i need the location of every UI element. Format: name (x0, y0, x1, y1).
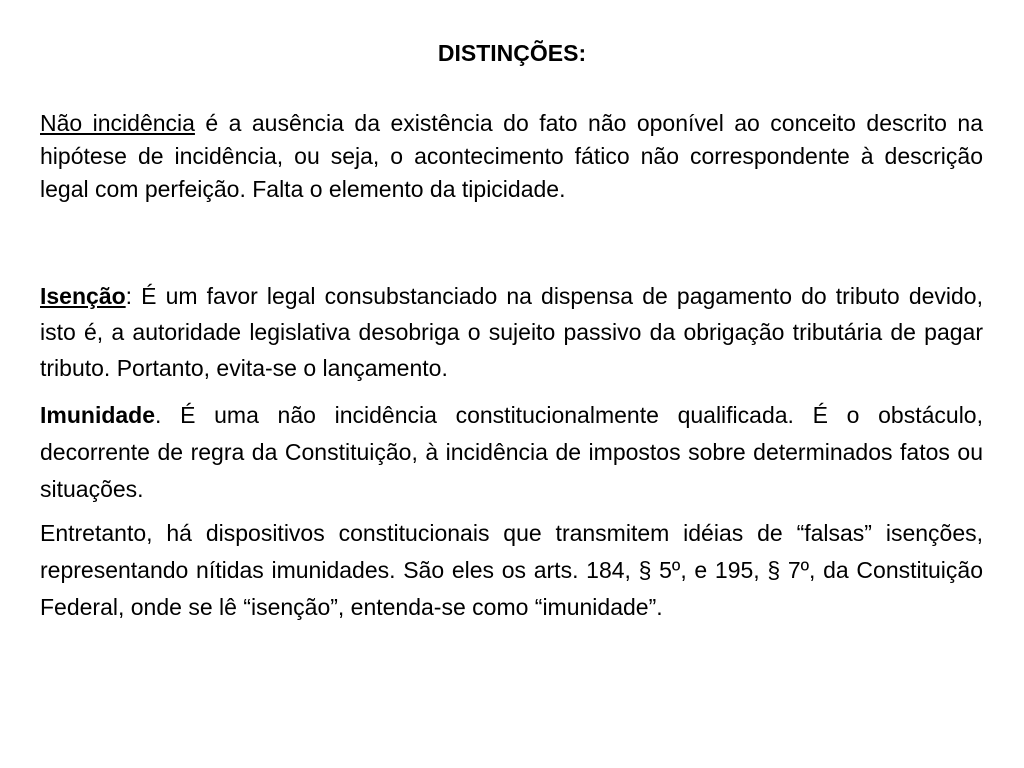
definition-isencao: : É um favor legal consubstanciado na dispensa de pagamento do tributo devido, isto é, a autoridade legislativa desobriga o sujeito passivo da obrigação tributária de pagar tributo. Portanto, evita-se o lançamento. (40, 283, 983, 381)
definition-nao-incidencia: é a ausência da existência do fato não oponível ao conceito descrito na hipótese de incidência, ou seja, o acontecimento fático não correspondente à descrição legal com perfeição. Falta o elemento da tipicidade. (40, 110, 983, 202)
slide-title: DISTINÇÕES: (437, 40, 587, 66)
definition-imunidade: . É uma não incidência constitucionalmente qualificada. É o obstáculo, decorrente de regra da Constituição, à incidência de impostos sobre determinados fatos ou situações. (40, 402, 983, 502)
paragraph-isencao (40, 278, 983, 386)
term-imunidade: Imunidade (40, 402, 156, 428)
term-nao-incidencia: Não incidência (40, 110, 195, 136)
term-isencao: Isenção (40, 283, 126, 309)
paragraph-imunidade (40, 397, 983, 508)
paragraph-entretanto: Entretanto, há dispositivos constitucionais que transmitem idéias de “falsas” isenções, representando nítidas imunidades. São eles os arts. 184, § 5º, e 195, § 7º, da Constituição Federal, onde se lê “isenção”, entenda-se como “imunidade”. (40, 520, 983, 620)
paragraph-nao-incidencia (40, 107, 983, 206)
